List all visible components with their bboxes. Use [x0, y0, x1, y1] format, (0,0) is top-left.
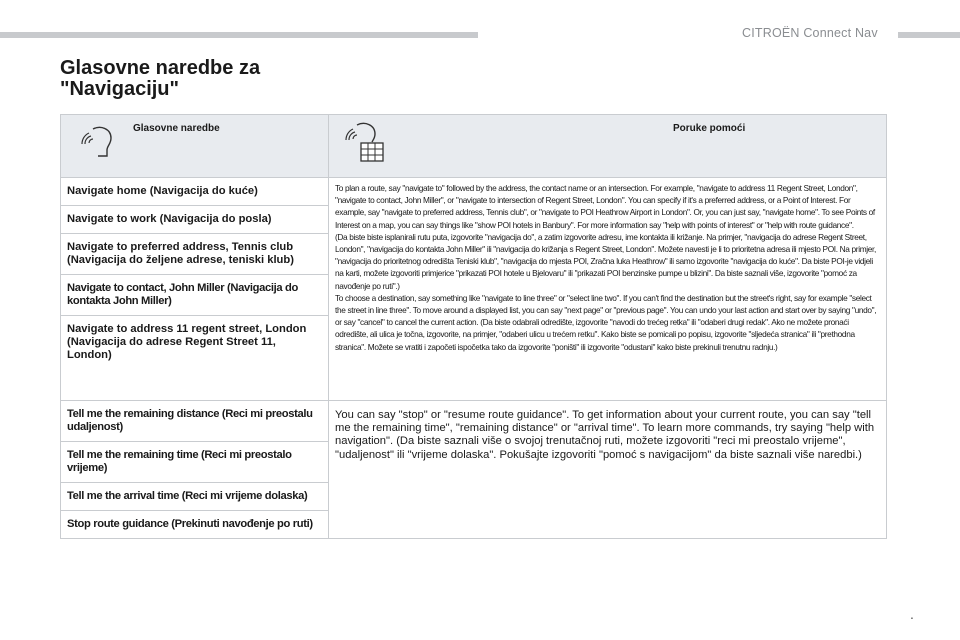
header-commands-label: Glasovne naredbe: [133, 123, 220, 134]
help-message-icon: [345, 121, 389, 165]
table-header-row: [61, 115, 887, 178]
page-title-line-2: "Navigaciju": [60, 78, 180, 100]
help-paragraph: To plan a route, say "navigate to" followed by the address, the contact name or an intersection. For example, "navigate to address 11 Regent Street, London", "navigate to contact, John Miller", or "navigate to intersection of Regent Street, London". You can specify if it's a preferred address, or a Point of Interest. For example, say "navigate to preferred address, Tennis club", or "navigate to POI Heathrow Airport in London". Or, you can just say, "navigate home". To see Points of Interest on a map, you can say things like "show POI hotels in Banbury". For more information say "help with points of interest" or "help with route guidance".: [335, 183, 875, 230]
command-cell: Tell me the remaining time (Reci mi preostalo vrijeme): [61, 442, 329, 483]
page-title-line-1: Glasovne naredbe za: [60, 57, 261, 79]
help-cell-route-planning: [329, 178, 887, 401]
command-cell: Stop route guidance (Prekinuti navođenje po ruti): [61, 511, 329, 539]
page-marker: .: [910, 606, 914, 622]
command-cell: Navigate to contact, John Miller (Navigacija do kontakta John Miller): [61, 275, 329, 316]
help-cell-route-info: You can say "stop" or "resume route guidance". To get information about your current route, you can say "tell me the remaining time", "remaining distance" or "arrival time". To learn more commands, try saying "help with navigation". (Da biste saznali više o svojoj trenutačnoj ruti, možete izgovoriti "reci mi preostalo vrijeme", "udaljenost" ili "vrijeme dolaska". Pokušajte izgovoriti "pomoć s navigacijom" da biste saznali više naredbi.): [329, 401, 887, 539]
voice-commands-table: [60, 114, 887, 539]
voice-command-icon: [81, 125, 117, 159]
command-cell: Navigate to address 11 regent street, London (Navigacija do adrese Regent Street 11, London): [61, 316, 329, 401]
header-rule-right: [898, 32, 960, 38]
table-row: [61, 401, 887, 442]
command-cell: Tell me the arrival time (Reci mi vrijeme dolaska): [61, 483, 329, 511]
header-cell-help: [329, 115, 887, 178]
command-cell: Navigate home (Navigacija do kuće): [61, 178, 329, 206]
command-cell: Navigate to preferred address, Tennis club (Navigacija do željene adrese, teniski klub): [61, 234, 329, 275]
help-paragraph: To choose a destination, say something like "navigate to line three" or "select line two". If you can't find the destination but the street's right, say for example "select the street in line three". To move around a displayed list, you can say "next page" or "previous page". You can undo your last action and start over by saying "undo", or say "cancel" to cancel the current action. (Da biste odabrali odredište, izgovorite "navodi do trećeg retka" ili "odaberi drugi redak". Ako ne možete pronaći odredište, ali ulica je točna, izgovorite, na primjer, "odaberi ulicu u trećem retku". Kako biste se pomicali po popisu, izgovorite "sljedeća stranica" ili "prethodna stranica". Možete se vratiti i započeti ispočetka tako da izgovorite "poništi" ili izgovorite "odustani" kako biste prekinuli trenutnu radnju.): [335, 292, 877, 352]
table-row: [61, 178, 887, 206]
help-paragraph: (Da biste biste isplanirali rutu puta, izgovorite "navigacija do", a zatim izgovorite adresu, ime kontakta ili križanje. Na primjer, "navigacija do adrese Regent Street, London", "navigacija do kontakta John Miller" ili "navigacija do križanja s Regent Street, London". Možete navesti je li to prioritetna adresa ili mjesto POI. Na primjer, "navigacija do prioritetnog odredišta Teniski klub", "navigacija do mjesta POI, Zračna luka Heathrow" ili samo izgovorite "navigacija do kuće". Da biste POI-je vidjeli na karti, možete izgovoriti primjerice "prikazati POI hotele u Bjelovaru" ili "prikazati POI benzinske pumpe u blizini". Da biste saznali više, izgovorite "pomoć za navođenje po ruti".): [335, 231, 876, 291]
header-rule-left: [0, 32, 478, 38]
command-cell: Navigate to work (Navigacija do posla): [61, 206, 329, 234]
page-title: [60, 58, 260, 100]
header-cell-commands: [61, 115, 329, 178]
brand-label: CITROËN Connect Nav: [742, 26, 878, 40]
command-cell: Tell me the remaining distance (Reci mi preostalu udaljenost): [61, 401, 329, 442]
header-help-label: Poruke pomoći: [673, 123, 746, 134]
